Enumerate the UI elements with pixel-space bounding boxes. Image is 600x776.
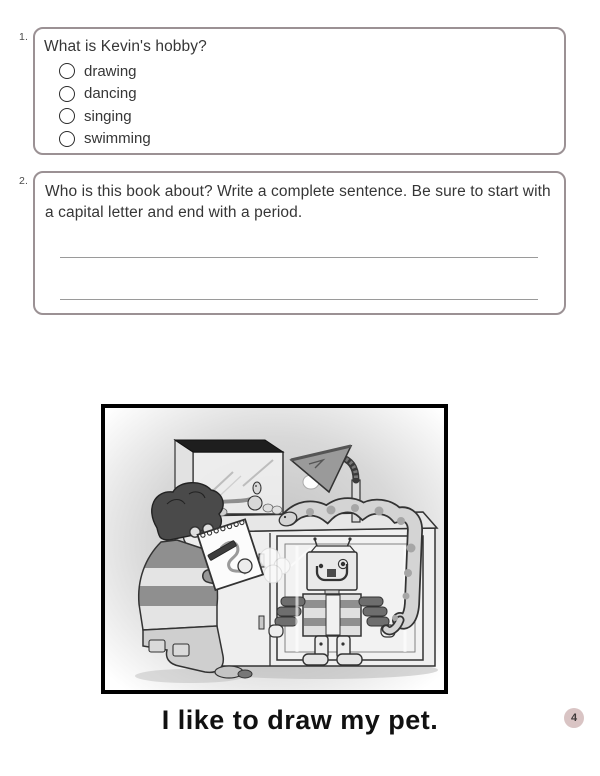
question-1-box (33, 27, 566, 155)
option-label: swimming (84, 130, 151, 148)
caption-text: I like to draw my pet. (161, 705, 439, 735)
option-row[interactable] (59, 128, 554, 151)
radio-icon[interactable] (59, 86, 75, 102)
answer-line[interactable] (60, 299, 538, 300)
option-label: dancing (84, 85, 137, 103)
answer-line[interactable] (60, 257, 538, 258)
illustration-frame (101, 404, 448, 694)
option-label: singing (84, 107, 132, 125)
radio-icon[interactable] (59, 131, 75, 147)
radio-icon[interactable] (59, 108, 75, 124)
illustration-drawing (105, 408, 444, 690)
question-1-number: 1. (19, 31, 29, 43)
option-row[interactable] (59, 105, 554, 128)
option-row[interactable] (59, 83, 554, 106)
question-2-box (33, 171, 566, 315)
question-2-prompt: Who is this book about? Write a complete sentence. Be sure to start with a capital letter and end with a period. (45, 183, 551, 221)
radio-icon[interactable] (59, 63, 75, 79)
question-1-prompt: What is Kevin's hobby? (44, 38, 207, 55)
question-1-options (59, 60, 554, 150)
question-2-number: 2. (19, 175, 29, 187)
option-row[interactable] (59, 60, 554, 83)
page-number-badge: 4 (564, 708, 584, 728)
option-label: drawing (84, 62, 137, 80)
boy-hand (238, 559, 252, 573)
